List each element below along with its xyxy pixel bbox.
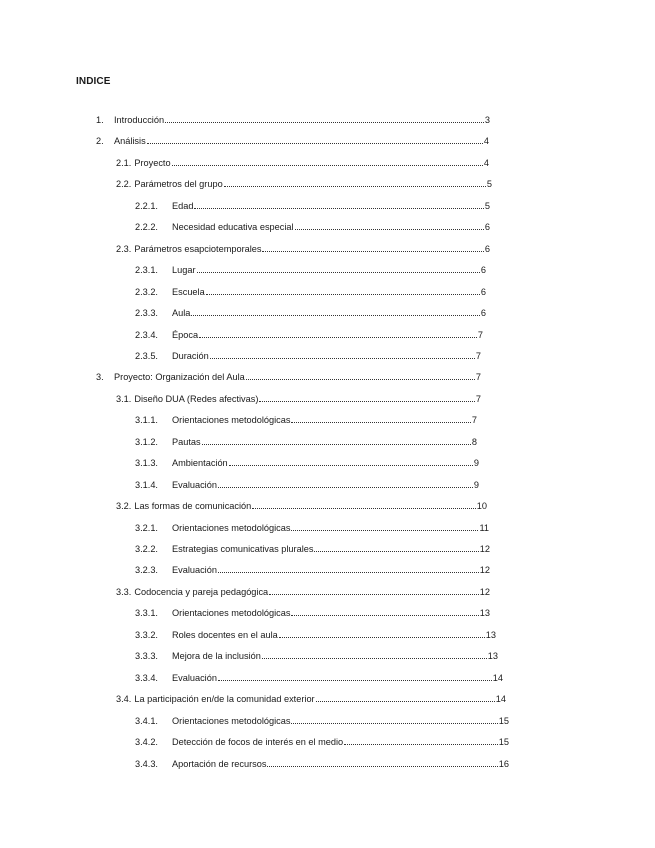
- toc-entry-title: Orientaciones metodológicas: [172, 415, 291, 426]
- toc-entry-page-number: 3: [484, 115, 490, 125]
- toc-entry-page-number: 5: [486, 179, 492, 190]
- dot-leader: [218, 571, 479, 573]
- toc-entry-title: Evaluación: [172, 479, 217, 490]
- dot-leader: [291, 529, 478, 531]
- toc-entry-page-number: 13: [479, 608, 490, 619]
- toc-entry-title: Parámetros esapciotemporales: [134, 243, 262, 254]
- toc-entry-page-number: 7: [475, 350, 481, 361]
- toc-entry-number: 2.3.2.: [135, 286, 158, 297]
- toc-entry-number: 2.3.3.: [135, 308, 158, 319]
- toc-entry-title: Análisis: [114, 136, 146, 147]
- toc-entry-page-number: 9: [473, 458, 479, 469]
- toc-entry-title: Proyecto: [134, 157, 171, 168]
- toc-entry[interactable]: [135, 455, 479, 469]
- toc-entry-number: 2.2.2.: [135, 222, 158, 233]
- toc-entry-page-number: 5: [484, 200, 490, 211]
- toc-entry-number: 3.1.2.: [135, 436, 158, 447]
- dot-leader: [252, 507, 475, 509]
- toc-entry-title: Proyecto: Organización del Aula: [114, 372, 245, 383]
- toc-entry-page-number: 13: [485, 629, 496, 640]
- toc-entry[interactable]: [135, 305, 486, 319]
- toc-entry-page-number: 11: [479, 522, 489, 533]
- toc-entry-number: 1.: [96, 115, 104, 125]
- toc-entry-page-number: 16: [498, 758, 509, 769]
- toc-entry-page-number: 14: [492, 672, 503, 683]
- toc-entry-title: Orientaciones metodológicas: [172, 608, 291, 619]
- toc-entry[interactable]: [135, 562, 490, 576]
- dot-leader: [259, 400, 474, 402]
- dot-leader: [295, 228, 484, 230]
- toc-entry-title: Parámetros del grupo: [134, 179, 223, 190]
- dot-leader: [246, 378, 475, 380]
- toc-entry-page-number: 6: [480, 286, 486, 297]
- dot-leader: [202, 443, 471, 445]
- dot-leader: [191, 314, 479, 316]
- toc-entry[interactable]: [135, 327, 483, 341]
- toc-entry-title: Introducción: [114, 115, 165, 125]
- dot-leader: [224, 185, 486, 187]
- toc-entry-number: 2.: [96, 136, 104, 147]
- toc-entry-page-number: 7: [471, 415, 477, 426]
- toc-entry-page-number: 6: [484, 243, 490, 254]
- toc-entry-page-number: 6: [484, 222, 490, 233]
- toc-entry-title: Aula: [172, 308, 191, 319]
- toc-entry[interactable]: [116, 155, 489, 169]
- toc-entry-page-number: 9: [473, 479, 479, 490]
- toc-entry-number: 3.4.3.: [135, 758, 158, 769]
- toc-entry[interactable]: [116, 241, 490, 255]
- toc-entry-number: 3.4.: [116, 694, 132, 705]
- toc-entry-title: Diseño DUA (Redes afectivas): [134, 393, 259, 404]
- toc-entry[interactable]: [135, 198, 490, 212]
- toc-entry[interactable]: [116, 391, 481, 405]
- toc-entry-number: 2.1.: [116, 157, 132, 168]
- toc-entry-number: 3.1.1.: [135, 415, 158, 426]
- dot-leader: [314, 550, 478, 552]
- toc-entry-page-number: 4: [483, 157, 489, 168]
- toc-entry-number: 3.3.3.: [135, 651, 158, 662]
- toc-entry-number: 2.3.: [116, 243, 132, 254]
- dot-leader: [269, 593, 479, 595]
- dot-leader: [172, 164, 483, 166]
- toc-entry[interactable]: [135, 219, 490, 233]
- dot-leader: [210, 357, 475, 359]
- toc-entry[interactable]: [116, 691, 506, 705]
- toc-entry-number: 3.2.2.: [135, 544, 158, 554]
- dot-leader: [197, 271, 480, 273]
- toc-entry-number: 3.4.2.: [135, 737, 158, 748]
- toc-entry-page-number: 7: [475, 372, 481, 383]
- toc-entry[interactable]: [135, 520, 489, 534]
- toc-entry-number: 3.4.1.: [135, 715, 158, 726]
- toc-entry-page-number: 7: [477, 329, 483, 340]
- toc-entry-title: Detección de focos de interés en el medio: [172, 737, 344, 748]
- toc-entry-page-number: 15: [498, 715, 509, 726]
- toc-entry[interactable]: [135, 756, 509, 770]
- toc-entry[interactable]: [135, 262, 486, 276]
- index-heading: INDICE: [76, 76, 111, 87]
- toc-entry-number: 3.3.2.: [135, 629, 158, 640]
- toc-entry-title: Estrategias comunicativas plurales: [172, 544, 314, 554]
- toc-entry[interactable]: [135, 648, 498, 662]
- dot-leader: [316, 700, 495, 702]
- dot-leader: [344, 743, 498, 745]
- dot-leader: [291, 614, 478, 616]
- toc-entry[interactable]: [135, 713, 509, 727]
- dot-leader: [279, 636, 485, 638]
- toc-entry-page-number: 13: [487, 651, 498, 662]
- toc-entry-page-number: 12: [479, 544, 490, 554]
- dot-leader: [218, 679, 492, 681]
- dot-leader: [291, 722, 497, 724]
- toc-entry[interactable]: [135, 348, 481, 362]
- toc-entry[interactable]: [116, 584, 490, 598]
- toc-entry-page-number: 7: [475, 393, 481, 404]
- toc-entry-number: 3.1.: [116, 393, 132, 404]
- toc-entry-number: 2.2.: [116, 179, 132, 190]
- dot-leader: [218, 486, 473, 488]
- toc-entry-page-number: 12: [479, 586, 490, 597]
- dot-leader: [206, 293, 480, 295]
- dot-leader: [262, 250, 483, 252]
- dot-leader: [267, 765, 497, 767]
- toc-entry-number: 2.3.5.: [135, 350, 158, 361]
- toc-entry-number: 3.2.3.: [135, 565, 158, 576]
- dot-leader: [229, 464, 473, 466]
- toc-entry[interactable]: [135, 670, 503, 684]
- toc-entry-page-number: 10: [476, 501, 487, 512]
- toc-entry-title: Roles docentes en el aula: [172, 629, 278, 640]
- dot-leader: [194, 207, 483, 209]
- toc-entry[interactable]: [135, 434, 477, 448]
- toc-entry[interactable]: [116, 498, 487, 512]
- toc-entry-page-number: 12: [479, 565, 490, 576]
- toc-entry-title: Duración: [172, 350, 209, 361]
- toc-entry-number: 3.1.4.: [135, 479, 158, 490]
- toc-entry-title: Ambientación: [172, 458, 228, 469]
- dot-leader: [165, 121, 484, 123]
- toc-entry-title: Codocencia y pareja pedagógica: [134, 586, 269, 597]
- dot-leader: [262, 657, 487, 659]
- toc-entry-page-number: 4: [483, 136, 489, 147]
- toc-entry-title: Orientaciones metodológicas: [172, 715, 291, 726]
- toc-entry-page-number: 8: [471, 436, 477, 447]
- toc-entry-number: 3.2.1.: [135, 522, 158, 533]
- dot-leader: [291, 421, 470, 423]
- toc-entry[interactable]: [96, 133, 489, 147]
- dot-leader: [147, 142, 483, 144]
- toc-entry-title: Lugar: [172, 265, 196, 276]
- toc-entry-number: 3.1.3.: [135, 458, 158, 469]
- toc-entry-number: 3.: [96, 372, 104, 383]
- toc-entry-number: 2.3.4.: [135, 329, 158, 340]
- toc-entry[interactable]: [135, 734, 509, 748]
- toc-entry-title: Edad: [172, 200, 194, 211]
- toc-entry-page-number: 6: [480, 265, 486, 276]
- toc-entry-title: Época: [172, 329, 199, 340]
- toc-entry-number: 3.3.1.: [135, 608, 158, 619]
- toc-entry-title: Aportación de recursos: [172, 758, 267, 769]
- toc-entry-title: Evaluación: [172, 565, 217, 576]
- toc-entry-title: Mejora de la inclusión: [172, 651, 261, 662]
- toc-entry-page-number: 14: [495, 694, 506, 705]
- toc-entry[interactable]: [116, 176, 492, 190]
- toc-entry-number: 3.3.: [116, 586, 132, 597]
- toc-entry[interactable]: [135, 541, 490, 555]
- toc-entry[interactable]: [135, 284, 486, 298]
- dot-leader: [199, 336, 477, 338]
- toc-entry-title: Pautas: [172, 436, 201, 447]
- toc-entry-page-number: 6: [480, 308, 486, 319]
- toc-entry[interactable]: [135, 412, 477, 426]
- toc-entry-title: Necesidad educativa especial: [172, 222, 294, 233]
- toc-entry-title: Las formas de comunicación: [134, 501, 252, 512]
- toc-entry[interactable]: [96, 112, 490, 126]
- toc-entry-number: 2.3.1.: [135, 265, 158, 276]
- toc-entry-number: 3.3.4.: [135, 672, 158, 683]
- toc-entry-title: Orientaciones metodológicas: [172, 522, 291, 533]
- toc-entry-title: Evaluación: [172, 672, 217, 683]
- toc-entry[interactable]: [135, 605, 490, 619]
- toc-entry-page-number: 15: [498, 737, 509, 748]
- toc-entry[interactable]: [135, 477, 479, 491]
- toc-entry[interactable]: [135, 627, 496, 641]
- toc-entry-number: 3.2.: [116, 501, 132, 512]
- toc-entry-title: Escuela: [172, 286, 205, 297]
- toc-entry[interactable]: [96, 369, 481, 383]
- toc-entry-title: La participación en/de la comunidad exterior: [134, 694, 315, 705]
- toc-entry-number: 2.2.1.: [135, 200, 158, 211]
